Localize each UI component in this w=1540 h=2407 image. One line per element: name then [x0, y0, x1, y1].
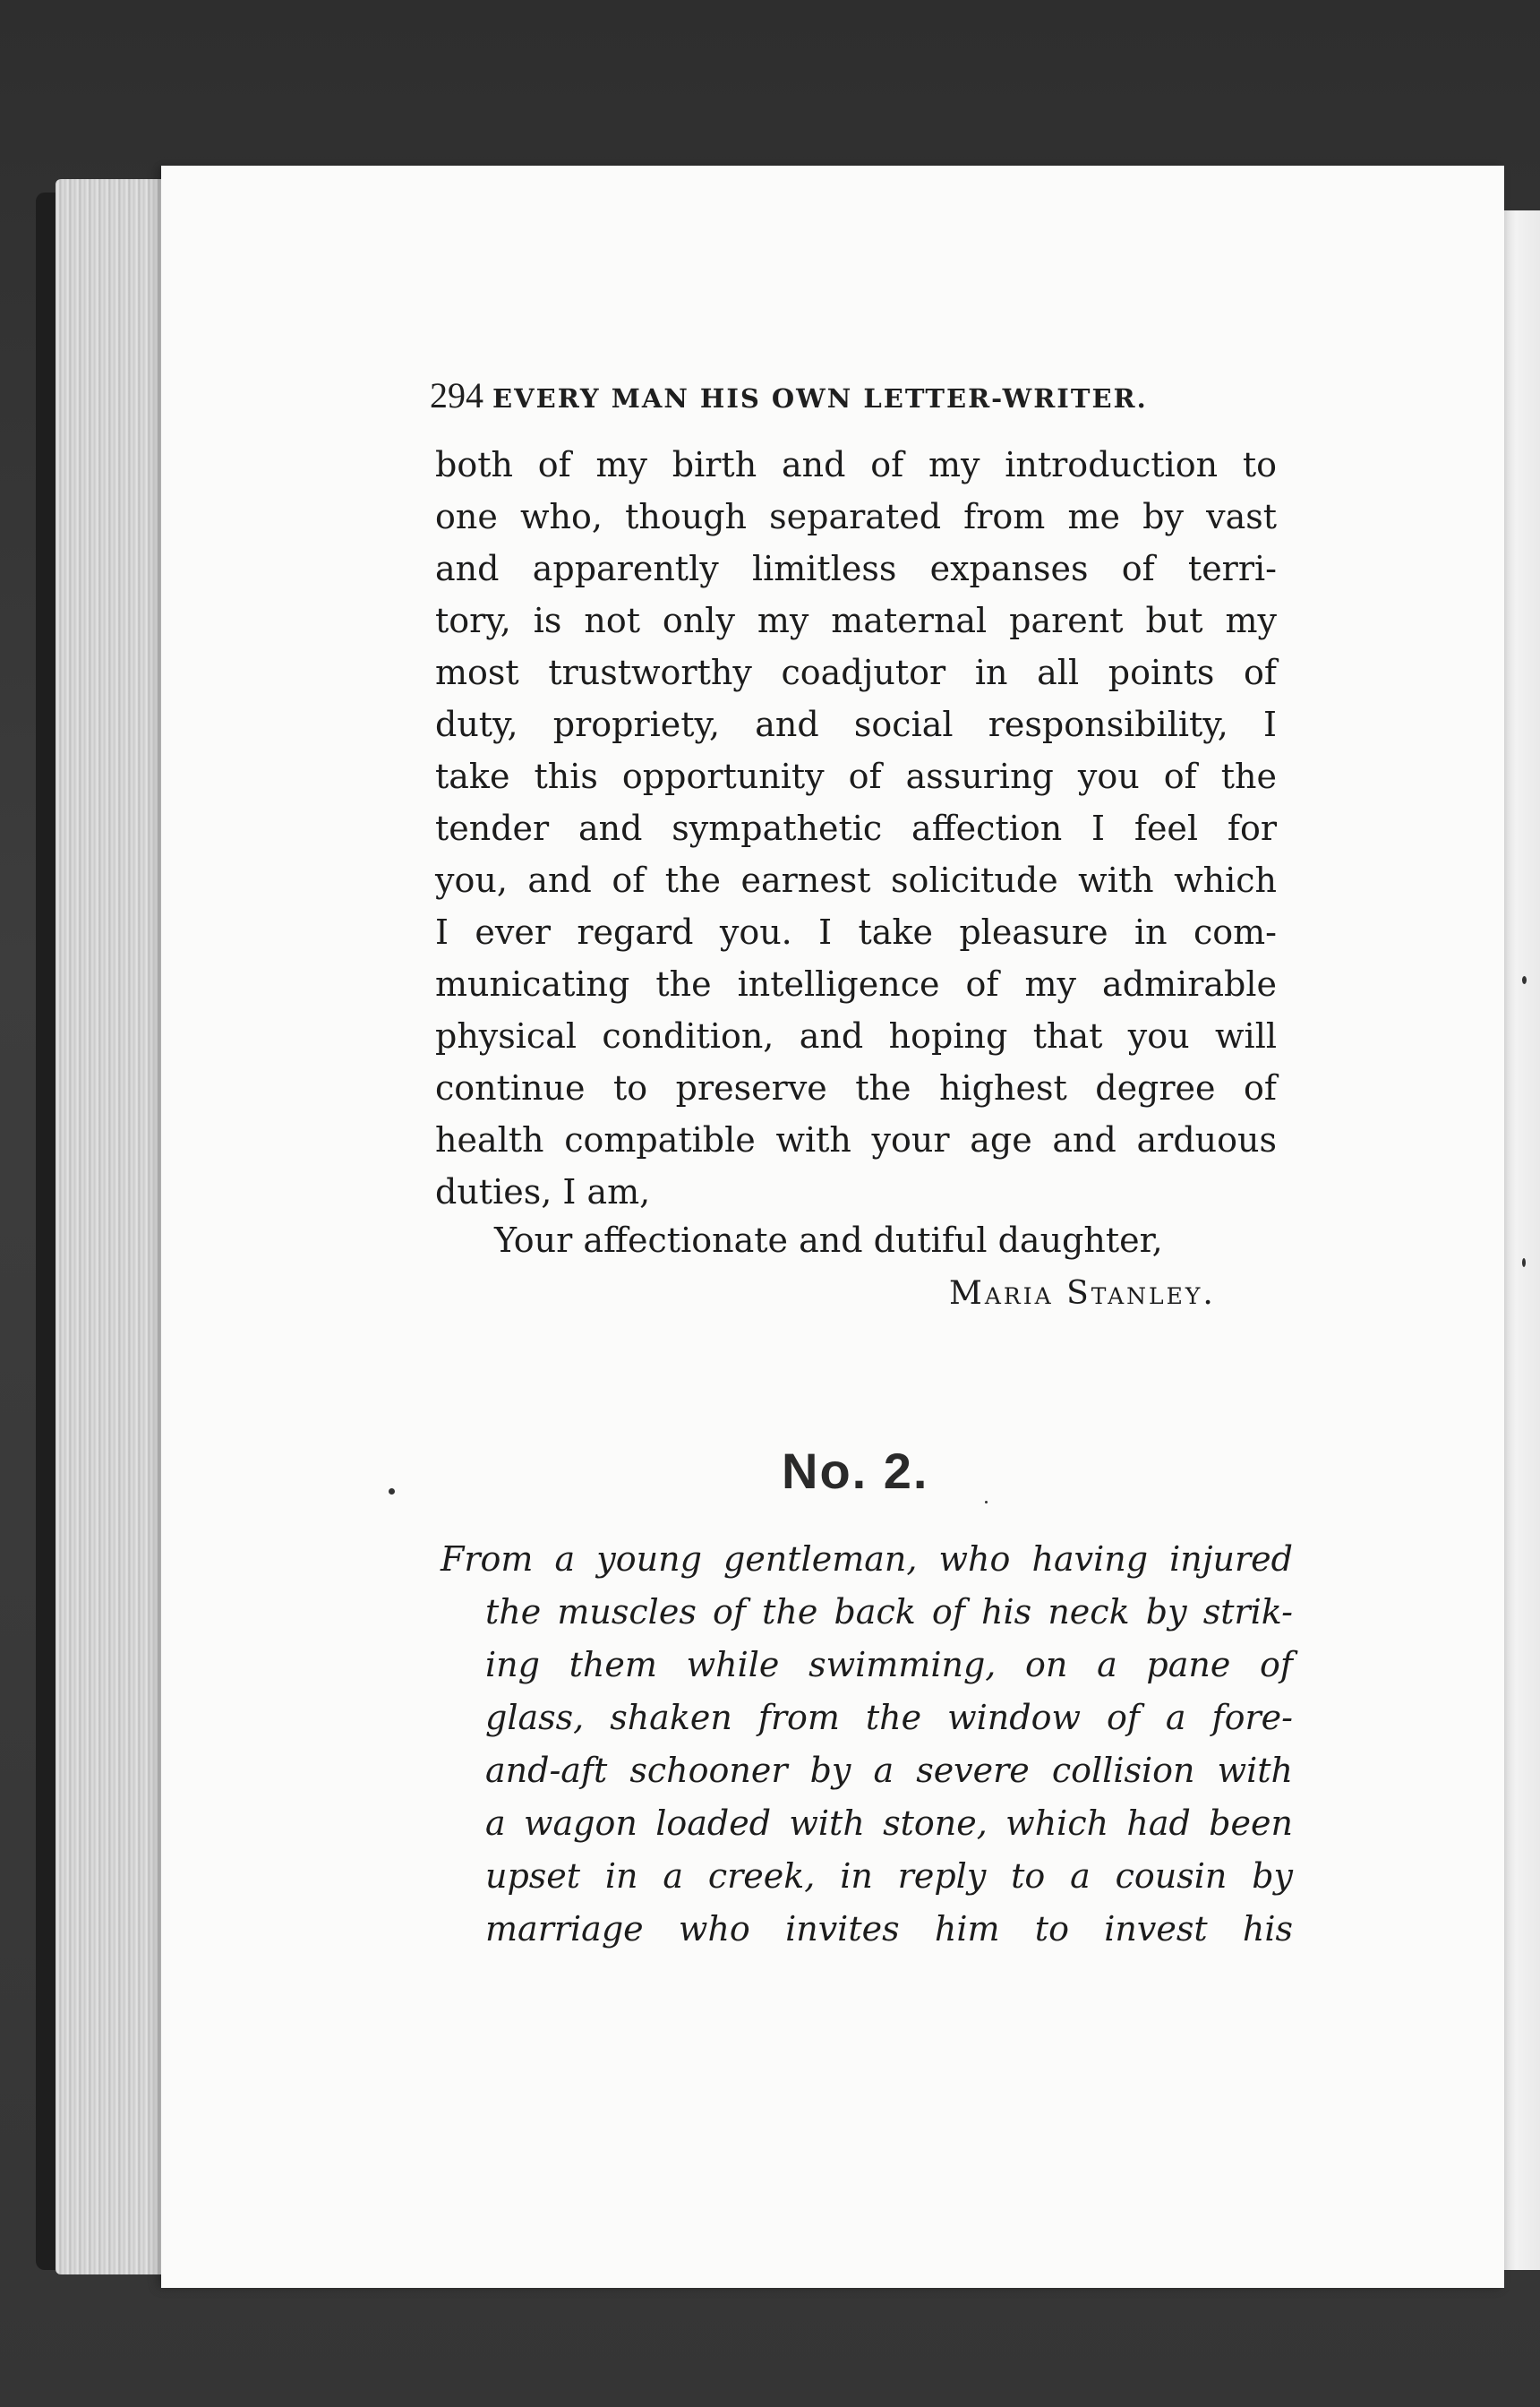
- page-number: 294: [430, 375, 483, 415]
- body-line: most trustworthy coadjutor in all points of: [435, 653, 1277, 692]
- heading-line: and-aft schooner by a severe collision with: [485, 1751, 1293, 1790]
- body-line: tender and sympathetic affection I feel for: [435, 809, 1277, 848]
- body-line: continue to preserve the highest degree of: [435, 1068, 1277, 1108]
- body-line: duties, I am,: [435, 1172, 651, 1212]
- heading-line: marriage who invites him to invest his: [485, 1909, 1293, 1949]
- page-speck: [985, 1501, 988, 1503]
- letter-closing: Your affectionate and dutiful daughter,: [494, 1221, 1163, 1260]
- body-line: one who, though separated from me by vast: [435, 497, 1277, 536]
- body-line: municating the intelligence of my admirable: [435, 964, 1277, 1004]
- body-line: physical condition, and hoping that you will: [435, 1016, 1277, 1056]
- heading-line: ing them while swimming, on a pane of: [485, 1645, 1293, 1684]
- body-line: you, and of the earnest solicitude with which: [435, 861, 1277, 900]
- page-speck: [389, 1488, 395, 1495]
- running-title: EVERY MAN HIS OWN LETTER-WRITER.: [492, 383, 1148, 414]
- heading-line: the muscles of the back of his neck by strik-: [485, 1592, 1293, 1632]
- heading-line: From a young gentleman, who having injured: [441, 1539, 1293, 1579]
- body-line: tory, is not only my maternal parent but my: [435, 601, 1277, 640]
- heading-line: a wagon loaded with stone, which had been: [485, 1803, 1293, 1843]
- page-speck: [1522, 976, 1527, 984]
- body-line: take this opportunity of assuring you of the: [435, 757, 1277, 796]
- page-speck: [1522, 1258, 1526, 1267]
- letter-signature: Maria Stanley.: [949, 1275, 1216, 1312]
- body-line: both of my birth and of my introduction to: [435, 445, 1277, 484]
- body-line: I ever regard you. I take pleasure in com-: [435, 912, 1277, 952]
- letter-number-heading: No. 2.: [782, 1443, 929, 1499]
- body-line: duty, propriety, and social responsibility, I: [435, 705, 1277, 744]
- heading-line: upset in a creek, in reply to a cousin by: [485, 1856, 1293, 1896]
- letter-body: [435, 439, 1277, 1218]
- letter-heading-description: [441, 1533, 1293, 1956]
- running-head: [430, 374, 1240, 415]
- body-line: health compatible with your age and arduous: [435, 1120, 1277, 1160]
- heading-line: glass, shaken from the window of a fore-: [485, 1698, 1293, 1737]
- body-line: and apparently limitless expanses of terri-: [435, 549, 1277, 588]
- facing-page-edge: [1500, 210, 1540, 2270]
